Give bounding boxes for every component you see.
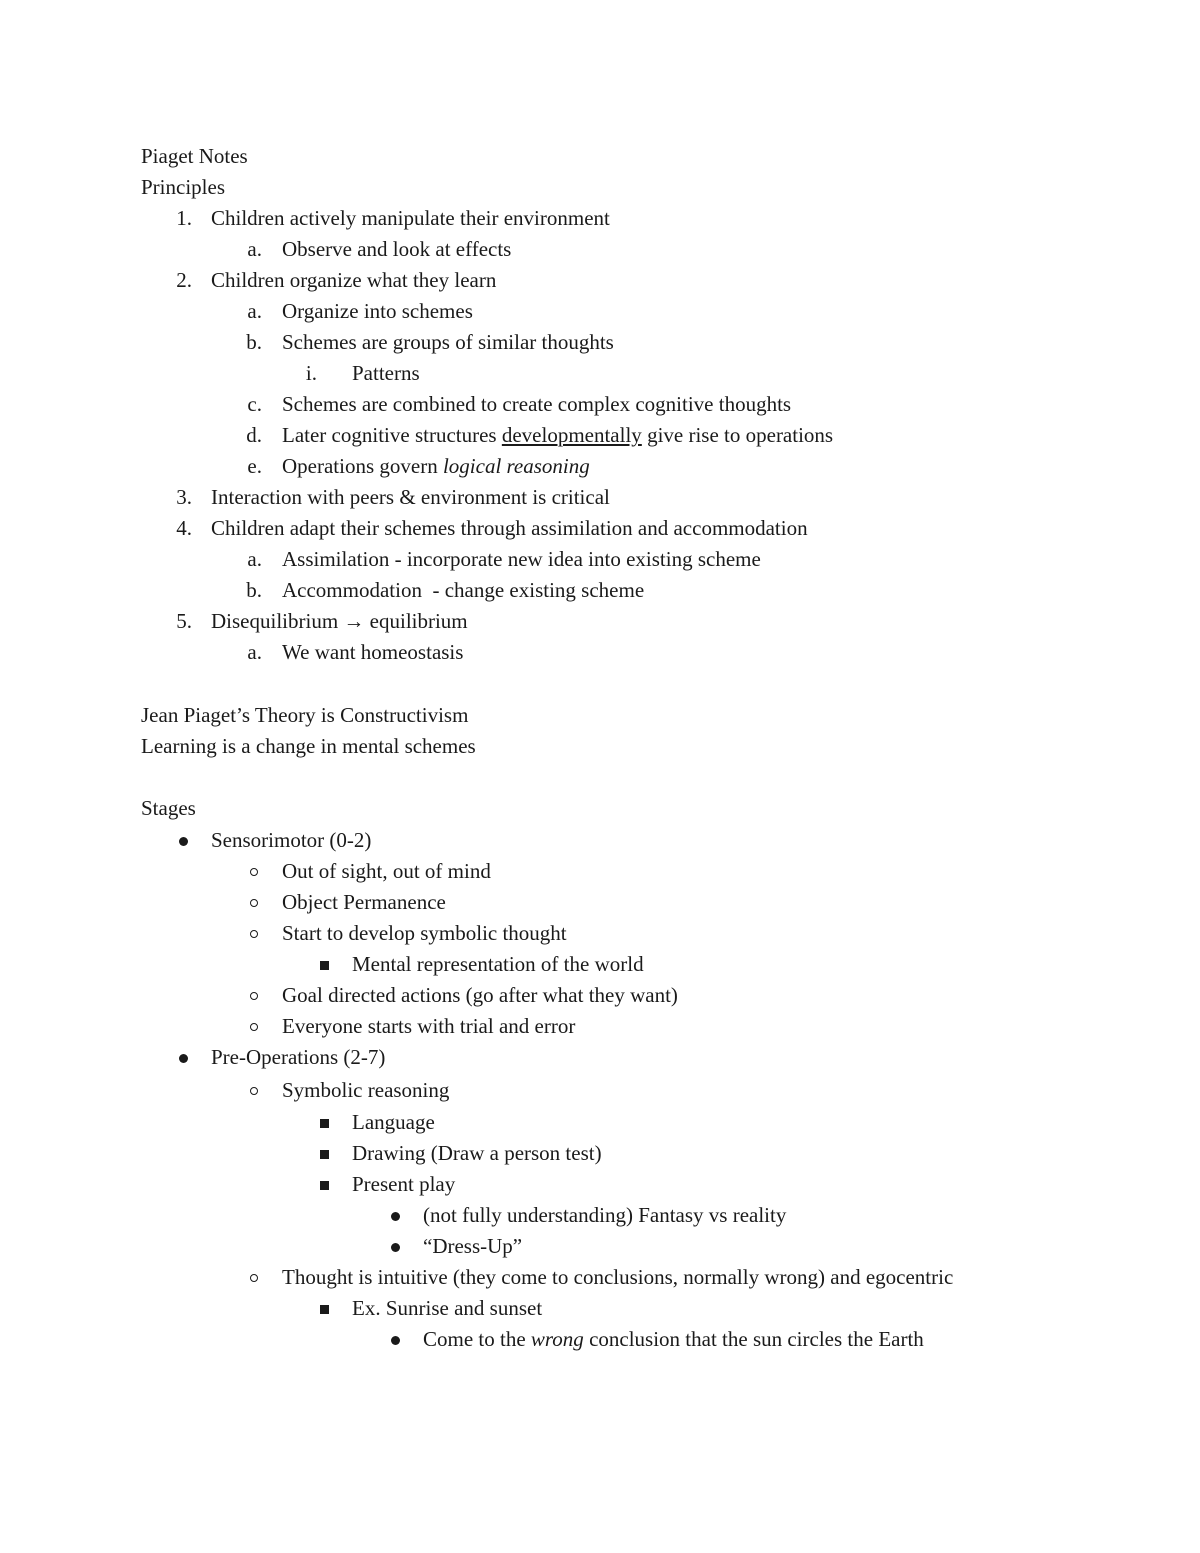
text-run: give rise to operations xyxy=(641,423,834,447)
list-item xyxy=(0,389,1200,420)
list-item-text: Assimilation - incorporate new idea into existing scheme xyxy=(282,547,761,571)
list-item-text: Everyone starts with trial and error xyxy=(282,1014,576,1038)
list-item xyxy=(0,265,1200,296)
list-marker: a. xyxy=(247,299,262,323)
list-item xyxy=(0,637,1200,668)
list-item xyxy=(0,451,1200,482)
list-marker: c. xyxy=(247,392,262,416)
list-item-text: Out of sight, out of mind xyxy=(282,859,491,883)
list-item-text xyxy=(423,1324,924,1355)
list-item-text: Drawing (Draw a person test) xyxy=(352,1141,602,1165)
list-item-text: Organize into schemes xyxy=(282,299,473,323)
list-item xyxy=(0,1262,1200,1293)
list-item-text: Mental representation of the world xyxy=(352,952,644,976)
list-item-text: Interaction with peers & environment is critical xyxy=(211,485,610,509)
underlined-word: developmentally xyxy=(501,423,642,447)
list-item xyxy=(0,327,1200,358)
list-item xyxy=(0,482,1200,513)
list-item-text: Sensorimotor (0-2) xyxy=(211,828,372,852)
list-item xyxy=(0,1324,1200,1355)
list-marker: a. xyxy=(247,640,262,664)
list-marker: d. xyxy=(246,423,262,447)
list-marker: b. xyxy=(246,330,262,354)
list-item xyxy=(0,918,1200,949)
disc-bullet-icon xyxy=(179,837,188,846)
list-item xyxy=(0,358,1200,389)
list-item xyxy=(0,1075,1200,1106)
italic-word: wrong xyxy=(530,1327,584,1351)
disc-bullet-icon xyxy=(179,1054,188,1063)
list-item xyxy=(0,887,1200,918)
paragraph xyxy=(0,731,1200,762)
list-marker: 2. xyxy=(176,268,192,292)
list-item-text: (not fully understanding) Fantasy vs reality xyxy=(423,1203,787,1227)
list-marker: a. xyxy=(247,237,262,261)
list-item xyxy=(0,1138,1200,1169)
list-item-text: Accommodation - change existing scheme xyxy=(282,578,645,602)
list-item xyxy=(0,1107,1200,1138)
list-item-text: Object Permanence xyxy=(282,890,446,914)
principles-heading: Principles xyxy=(141,175,225,199)
circle-bullet-icon xyxy=(250,992,258,1000)
list-marker: 3. xyxy=(176,485,192,509)
stages-heading: Stages xyxy=(141,796,196,820)
list-item-text: Present play xyxy=(352,1172,456,1196)
disc-bullet-icon xyxy=(391,1243,400,1252)
list-item-text: Disequilibrium → equilibrium xyxy=(211,609,468,633)
list-item xyxy=(0,1231,1200,1262)
list-marker: e. xyxy=(247,454,262,478)
list-item-text xyxy=(282,451,590,482)
list-item-text: “Dress-Up” xyxy=(423,1234,523,1258)
list-marker: 1. xyxy=(176,206,192,230)
list-item-text: Children organize what they learn xyxy=(211,268,497,292)
list-item-text xyxy=(282,420,833,451)
list-item-text: Schemes are groups of similar thoughts xyxy=(282,330,614,354)
italic-phrase: logical reasoning xyxy=(442,454,590,478)
list-item xyxy=(0,296,1200,327)
doc-title: Piaget Notes xyxy=(141,144,248,168)
list-item-text: Children adapt their schemes through assimilation and accommodation xyxy=(211,516,808,540)
list-item xyxy=(0,234,1200,265)
disc-bullet-icon xyxy=(391,1336,400,1345)
list-item xyxy=(0,1042,1200,1073)
list-item-text: Language xyxy=(352,1110,435,1134)
paragraph xyxy=(0,700,1200,731)
list-item-text: Patterns xyxy=(352,361,420,385)
square-bullet-icon xyxy=(320,1305,329,1314)
circle-bullet-icon xyxy=(250,1274,258,1282)
list-item-text: Goal directed actions (go after what they want) xyxy=(282,983,678,1007)
disc-bullet-icon xyxy=(391,1212,400,1221)
list-item-text: Thought is intuitive (they come to conclusions, normally wrong) and egocentric xyxy=(282,1265,954,1289)
list-marker: 4. xyxy=(176,516,192,540)
list-item xyxy=(0,1200,1200,1231)
circle-bullet-icon xyxy=(250,868,258,876)
stages-heading-line xyxy=(0,793,1200,824)
list-item-text: Children actively manipulate their environment xyxy=(211,206,610,230)
list-item-text: Symbolic reasoning xyxy=(282,1078,450,1102)
square-bullet-icon xyxy=(320,961,329,970)
list-marker: b. xyxy=(246,578,262,602)
list-item-text: Start to develop symbolic thought xyxy=(282,921,567,945)
list-item xyxy=(0,856,1200,887)
list-item-text: Schemes are combined to create complex cognitive thoughts xyxy=(282,392,792,416)
list-item xyxy=(0,606,1200,637)
list-item xyxy=(0,575,1200,606)
list-item xyxy=(0,1011,1200,1042)
list-item xyxy=(0,1169,1200,1200)
list-item xyxy=(0,513,1200,544)
square-bullet-icon xyxy=(320,1181,329,1190)
list-marker: 5. xyxy=(176,609,192,633)
list-item xyxy=(0,825,1200,856)
list-item-text: Pre-Operations (2-7) xyxy=(211,1045,386,1069)
text-run: Come to the xyxy=(423,1327,531,1351)
text-run: Later cognitive structures xyxy=(282,423,502,447)
circle-bullet-icon xyxy=(250,1087,258,1095)
doc-title-line xyxy=(0,141,1200,172)
list-item xyxy=(0,420,1200,451)
list-item-text: Ex. Sunrise and sunset xyxy=(352,1296,543,1320)
circle-bullet-icon xyxy=(250,899,258,907)
square-bullet-icon xyxy=(320,1119,329,1128)
list-item xyxy=(0,980,1200,1011)
circle-bullet-icon xyxy=(250,1023,258,1031)
list-marker: a. xyxy=(247,547,262,571)
text-run: Operations govern xyxy=(282,454,443,478)
learning-text: Learning is a change in mental schemes xyxy=(141,734,476,758)
text-run: conclusion that the sun circles the Earth xyxy=(583,1327,924,1351)
list-marker: i. xyxy=(305,361,317,385)
list-item-text: We want homeostasis xyxy=(282,640,464,664)
square-bullet-icon xyxy=(320,1150,329,1159)
list-item xyxy=(0,203,1200,234)
list-item xyxy=(0,949,1200,980)
list-item xyxy=(0,1293,1200,1324)
principles-heading-line xyxy=(0,172,1200,203)
theory-text: Jean Piaget’s Theory is Constructivism xyxy=(141,703,469,727)
list-item xyxy=(0,544,1200,575)
list-item-text: Observe and look at effects xyxy=(282,237,512,261)
circle-bullet-icon xyxy=(250,930,258,938)
